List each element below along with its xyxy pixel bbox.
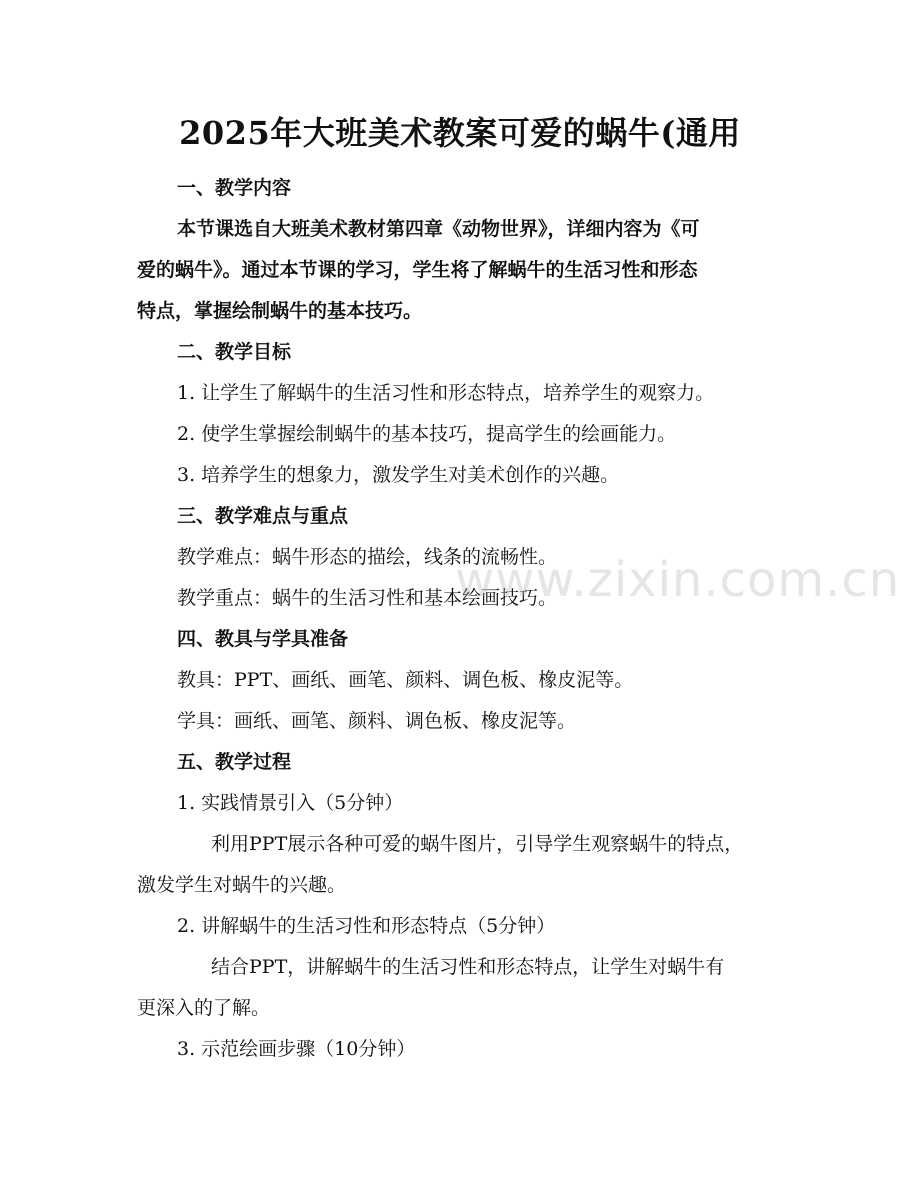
section-heading-process: 五、教学过程	[177, 751, 292, 773]
paragraph-line: 教学重点：蜗牛的生活习性和基本绘画技巧。	[177, 587, 558, 609]
section-heading-content: 一、教学内容	[177, 177, 292, 199]
paragraph-line: 更深入的了解。	[137, 997, 271, 1019]
section-heading-difficulties: 三、教学难点与重点	[177, 505, 349, 527]
document-title: 2025年大班美术教案可爱的蜗牛(通用	[179, 114, 741, 152]
paragraph-line: 结合PPT，讲解蜗牛的生活习性和形态特点，让学生对蜗牛有	[211, 956, 725, 978]
paragraph-line: 教学难点：蜗牛形态的描绘，线条的流畅性。	[177, 546, 558, 568]
paragraph-line: 爱的蜗牛》。通过本节课的学习，学生将了解蜗牛的生活习性和形态	[137, 259, 698, 281]
paragraph-line: 教具：PPT、画纸、画笔、颜料、调色板、橡皮泥等。	[177, 669, 634, 691]
section-heading-objectives: 二、教学目标	[177, 341, 292, 363]
list-item: 1. 让学生了解蜗牛的生活习性和形态特点，培养学生的观察力。	[177, 382, 715, 404]
list-item: 3. 示范绘画步骤（10分钟）	[177, 1038, 416, 1060]
list-item: 1. 实践情景引入（5分钟）	[177, 792, 404, 814]
paragraph-line: 本节课选自大班美术教材第四章《动物世界》，详细内容为《可	[177, 218, 700, 240]
list-item: 2. 讲解蜗牛的生活习性和形态特点（5分钟）	[177, 915, 556, 937]
paragraph-line: 学具：画纸、画笔、颜料、调色板、橡皮泥等。	[177, 710, 577, 732]
paragraph-line: 激发学生对蜗牛的兴趣。	[137, 874, 347, 896]
paragraph-line: 利用PPT展示各种可爱的蜗牛图片，引导学生观察蜗牛的特点，	[211, 833, 744, 855]
list-item: 2. 使学生掌握绘制蜗牛的基本技巧，提高学生的绘画能力。	[177, 423, 677, 445]
section-heading-materials: 四、教具与学具准备	[177, 628, 349, 650]
watermark: www.zixin.com.cn	[455, 552, 901, 608]
list-item: 3. 培养学生的想象力，激发学生对美术创作的兴趣。	[177, 464, 620, 486]
paragraph-line: 特点，掌握绘制蜗牛的基本技巧。	[137, 300, 423, 322]
